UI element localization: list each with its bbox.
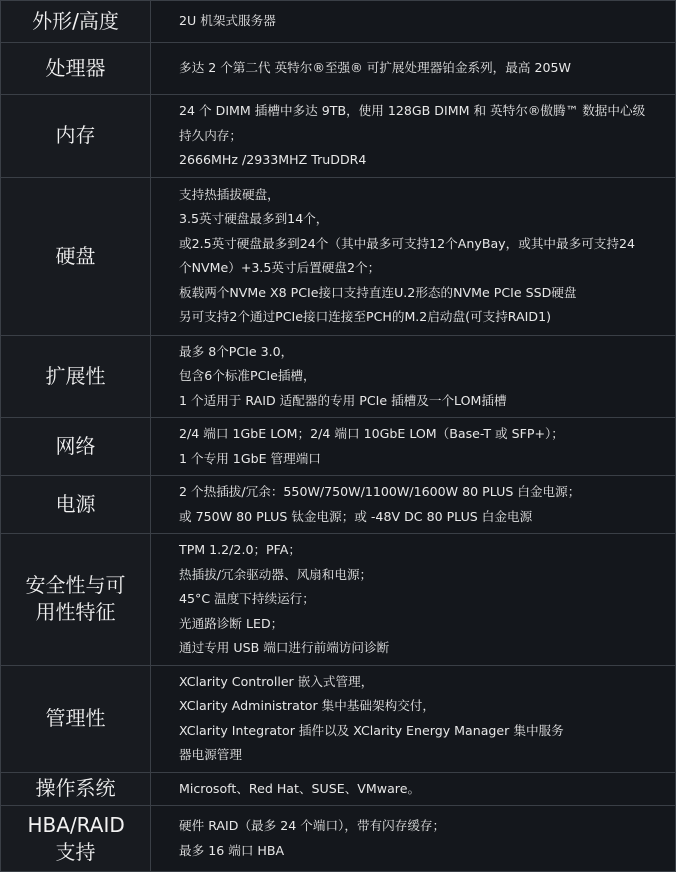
spec-label-security-availability: [1, 534, 151, 666]
spec-label-text: 管理性: [45, 706, 106, 730]
spec-row-power: [1, 476, 676, 534]
spec-value-line: 多达 2 个第二代 英特尔®至强® 可扩展处理器铂金系列，最高 205W: [179, 60, 571, 76]
spec-value-line: 支持热插拔硬盘，: [179, 186, 280, 202]
spec-value-operating-system: [151, 772, 676, 806]
spec-value-line: 1 个专用 1GbE 管理端口: [179, 450, 321, 466]
spec-value-security-availability: [151, 534, 676, 666]
spec-table-body: [1, 1, 676, 872]
spec-value-line: 最多 16 端口 HBA: [179, 842, 285, 858]
spec-value-line: XClarity Controller 嵌入式管理，: [179, 673, 374, 689]
spec-label-storage: [1, 177, 151, 335]
spec-value-line: 通过专用 USB 端口进行前端访问诊断: [179, 640, 390, 655]
spec-value-expansion: [151, 335, 676, 418]
spec-label-text: 网络: [55, 434, 96, 458]
spec-value-line: 板载两个NVMe X8 PCIe接口支持直连U.2形态的NVMe PCIe SSD硬盘: [179, 284, 577, 300]
spec-value-line: 2U 机架式服务器: [179, 13, 276, 29]
spec-value-line: 包含6个标准PCIe插槽，: [179, 368, 316, 383]
spec-value-management: [151, 665, 676, 772]
spec-value-line: 3.5英寸硬盘最多到14个，: [179, 211, 329, 226]
spec-value-processor: [151, 43, 676, 95]
spec-value-line: 持久内存；: [179, 127, 242, 143]
spec-value-line: 器电源管理: [179, 747, 242, 762]
spec-value-line: 2666MHz /2933MHZ TruDDR4: [179, 152, 367, 167]
spec-label-hba-raid: [1, 806, 151, 872]
spec-value-line: Microsoft、Red Hat、SUSE、VMware。: [179, 780, 421, 796]
spec-value-network: [151, 418, 676, 476]
spec-value-line: 光通路诊断 LED；: [179, 615, 284, 631]
spec-value-storage: [151, 177, 676, 335]
spec-label-text: HBA/RAID支持: [27, 812, 125, 864]
spec-value-line: 2 个热插拔/冗余：550W/750W/1100W/1600W 80 PLUS 白金电源；: [179, 484, 581, 499]
spec-label-text: 操作系统: [35, 776, 116, 801]
spec-value-line: 24 个 DIMM 插槽中多达 9TB，使用 128GB DIMM 和 英特尔®傲腾™ 数据中心级: [179, 103, 646, 118]
spec-label-expansion: [1, 335, 151, 418]
spec-label-text: 硬盘: [55, 243, 96, 268]
spec-label-processor: [1, 43, 151, 95]
spec-value-power: [151, 476, 676, 534]
spec-value-hba-raid: [151, 806, 676, 872]
spec-value-line: TPM 1.2/2.0；PFA；: [179, 542, 301, 557]
spec-row-storage: [1, 177, 676, 335]
spec-label-text: 处理器: [45, 56, 106, 80]
spec-row-expansion: [1, 335, 676, 418]
spec-label-management: [1, 665, 151, 772]
spec-value-line: 最多 8个PCIe 3.0，: [179, 343, 294, 359]
spec-label-network: [1, 418, 151, 476]
spec-row-processor: [1, 43, 676, 95]
spec-row-form-factor: [1, 1, 676, 43]
spec-value-line: 硬件 RAID（最多 24 个端口），带有闪存缓存；: [179, 818, 446, 833]
spec-value-line: 1 个适用于 RAID 适配器的专用 PCIe 插槽及一个LOM插槽: [179, 392, 507, 408]
spec-row-operating-system: [1, 772, 676, 806]
spec-label-text: 安全性与可用性特征: [25, 573, 126, 625]
spec-value-line: 45°C 温度下持续运行；: [179, 591, 315, 606]
spec-value-line: 另可支持2个通过PCIe接口连接至PCH的M.2启动盘(可支持RAID1): [179, 309, 551, 324]
spec-label-power: [1, 476, 151, 534]
spec-value-form-factor: [151, 1, 676, 43]
spec-row-memory: [1, 95, 676, 178]
spec-label-text: 外形/高度: [32, 9, 119, 33]
spec-value-line: XClarity Administrator 集中基础架构交付，: [179, 698, 435, 713]
spec-row-hba-raid: [1, 806, 676, 872]
spec-row-management: [1, 665, 676, 772]
spec-value-line: 2/4 端口 1GbE LOM；2/4 端口 10GbE LOM（Base-T 或 SFP+）；: [179, 426, 564, 441]
spec-value-line: 或2.5英寸硬盘最多到24个（其中最多可支持12个AnyBay，或其中最多可支持24: [179, 235, 635, 251]
spec-label-operating-system: [1, 772, 151, 806]
spec-value-memory: [151, 95, 676, 178]
spec-label-form-factor: [1, 1, 151, 43]
spec-label-memory: [1, 95, 151, 178]
spec-label-text: 电源: [55, 492, 96, 516]
spec-row-security-availability: [1, 534, 676, 666]
spec-value-line: XClarity Integrator 插件以及 XClarity Energy Manager 集中服务: [179, 722, 564, 738]
spec-value-line: 热插拔/冗余驱动器、风扇和电源；: [179, 566, 373, 582]
spec-label-text: 内存: [55, 123, 96, 148]
spec-value-line: 或 750W 80 PLUS 钛金电源；或 -48V DC 80 PLUS 白金电源: [179, 508, 533, 524]
spec-label-text: 扩展性: [45, 363, 106, 388]
spec-value-line: 个NVMe）+3.5英寸后置硬盘2个；: [179, 260, 381, 275]
spec-row-network: [1, 418, 676, 476]
